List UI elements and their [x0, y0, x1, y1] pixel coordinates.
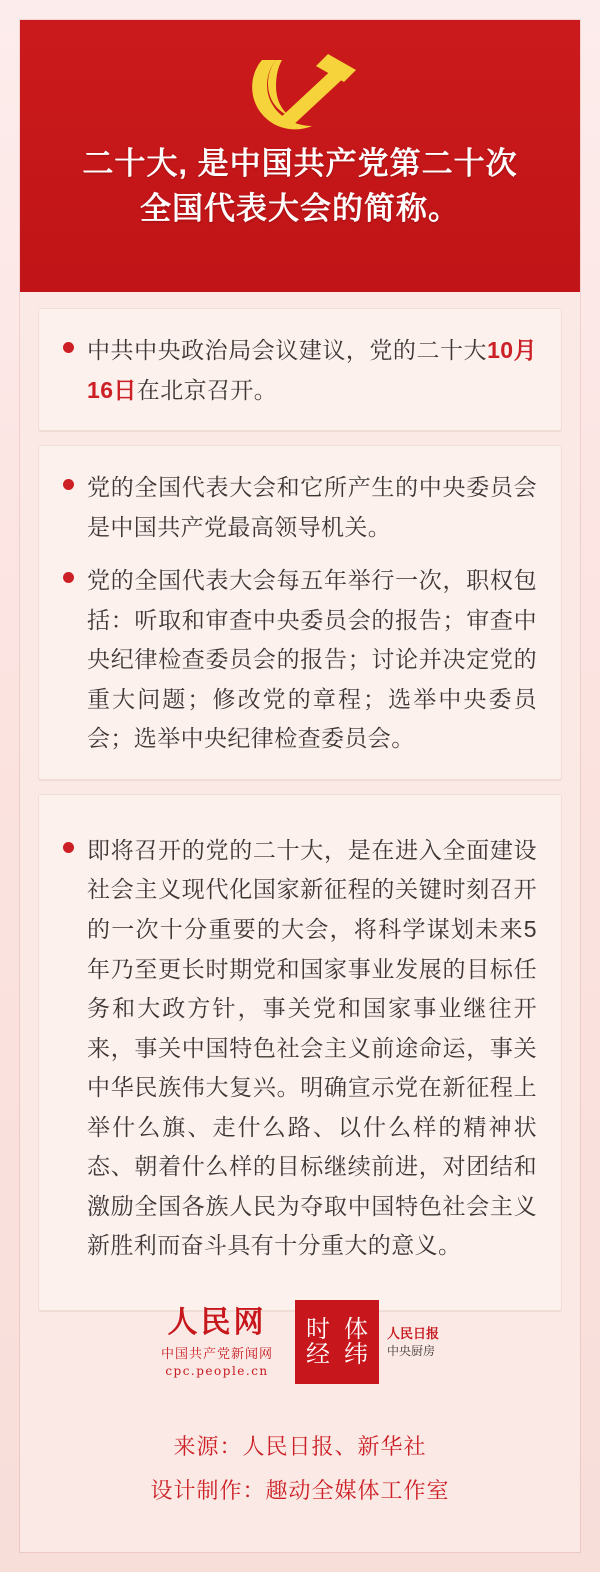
seal-caption-text: 中央厨房	[387, 1343, 436, 1358]
bullet-dot-icon	[63, 342, 74, 353]
content-card	[38, 445, 562, 780]
seal-char: 纬	[344, 1340, 368, 1368]
bullet-text: 党的全国代表大会每五年举行一次，职权包括：听取和审查中央委员会的报告；审查中央纪律检查委员会的报告；讨论并决定党的重大问题；修改党的章程；选举中央委员会；选举中央纪律检查委员会。	[87, 567, 537, 752]
list-item	[63, 468, 537, 547]
seal-caption	[387, 1325, 439, 1360]
bullet-dot-icon	[63, 479, 74, 490]
people-cn-logo	[161, 1306, 273, 1378]
bullet-text: 即将召开的党的二十大，是在进入全面建设社会主义现代化国家新征程的关键时刻召开的一次十分重要的大会，将科学谋划未来5年乃至更长时期党和国家事业发展的目标任务和大政方针，事关党和国家事业继往开来，事关中国特色社会主义前途命运，事关中华民族伟大复兴。明确宣示党在新征程上举什么旗、走什么路、以什么样的精神状态、朝着什么样的目标继续前进，对团结和激励全国各族人民为夺取中国特色社会主义新胜利而奋斗具有十分重大的意义。	[87, 836, 537, 1259]
list-item	[63, 831, 537, 1266]
footer-design: 设计制作：趣动全媒体工作室	[150, 1478, 450, 1503]
seal-caption-brand: 人民日报	[387, 1325, 440, 1341]
bullet-text: 党的全国代表大会和它所产生的中央委员会是中国共产党最高领导机关。	[87, 474, 537, 540]
central-kitchen-logo	[295, 1300, 439, 1384]
poster-footer	[0, 1425, 600, 1513]
footer-source: 来源：人民日报、新华社	[173, 1434, 427, 1459]
seal-char: 经	[306, 1340, 330, 1368]
page-title	[20, 142, 580, 232]
bullet-segment: 中共中央政治局会议建议，党的二十大	[87, 337, 488, 363]
logo-row	[0, 1300, 600, 1384]
content-card	[38, 308, 562, 431]
bullet-dot-icon	[63, 572, 74, 583]
bullet-dot-icon	[63, 842, 74, 853]
list-item	[63, 561, 537, 759]
seal-char: 体	[344, 1314, 368, 1343]
content-card	[38, 794, 562, 1311]
bullet-segment: 在北京召开。	[136, 376, 278, 403]
seal-char: 时	[306, 1314, 330, 1343]
people-cn-url: cpc.people.cn	[165, 1364, 269, 1378]
content-cards	[38, 308, 562, 1325]
people-cn-brand: 人民网	[167, 1305, 267, 1340]
seal-stamp-icon	[295, 1300, 379, 1384]
bullet-highlight: 10月16日	[87, 337, 537, 403]
headline-line-2: 全国代表大会的简称。	[140, 190, 460, 226]
people-cn-subtitle: 中国共产党新闻网	[160, 1346, 273, 1361]
headline-line-1: 二十大, 是中国共产党第二十次	[82, 146, 518, 181]
cpc-hammer-sickle-emblem-icon	[240, 52, 360, 132]
poster-header	[20, 20, 580, 292]
list-item	[63, 331, 537, 410]
bullet-text	[87, 331, 537, 410]
